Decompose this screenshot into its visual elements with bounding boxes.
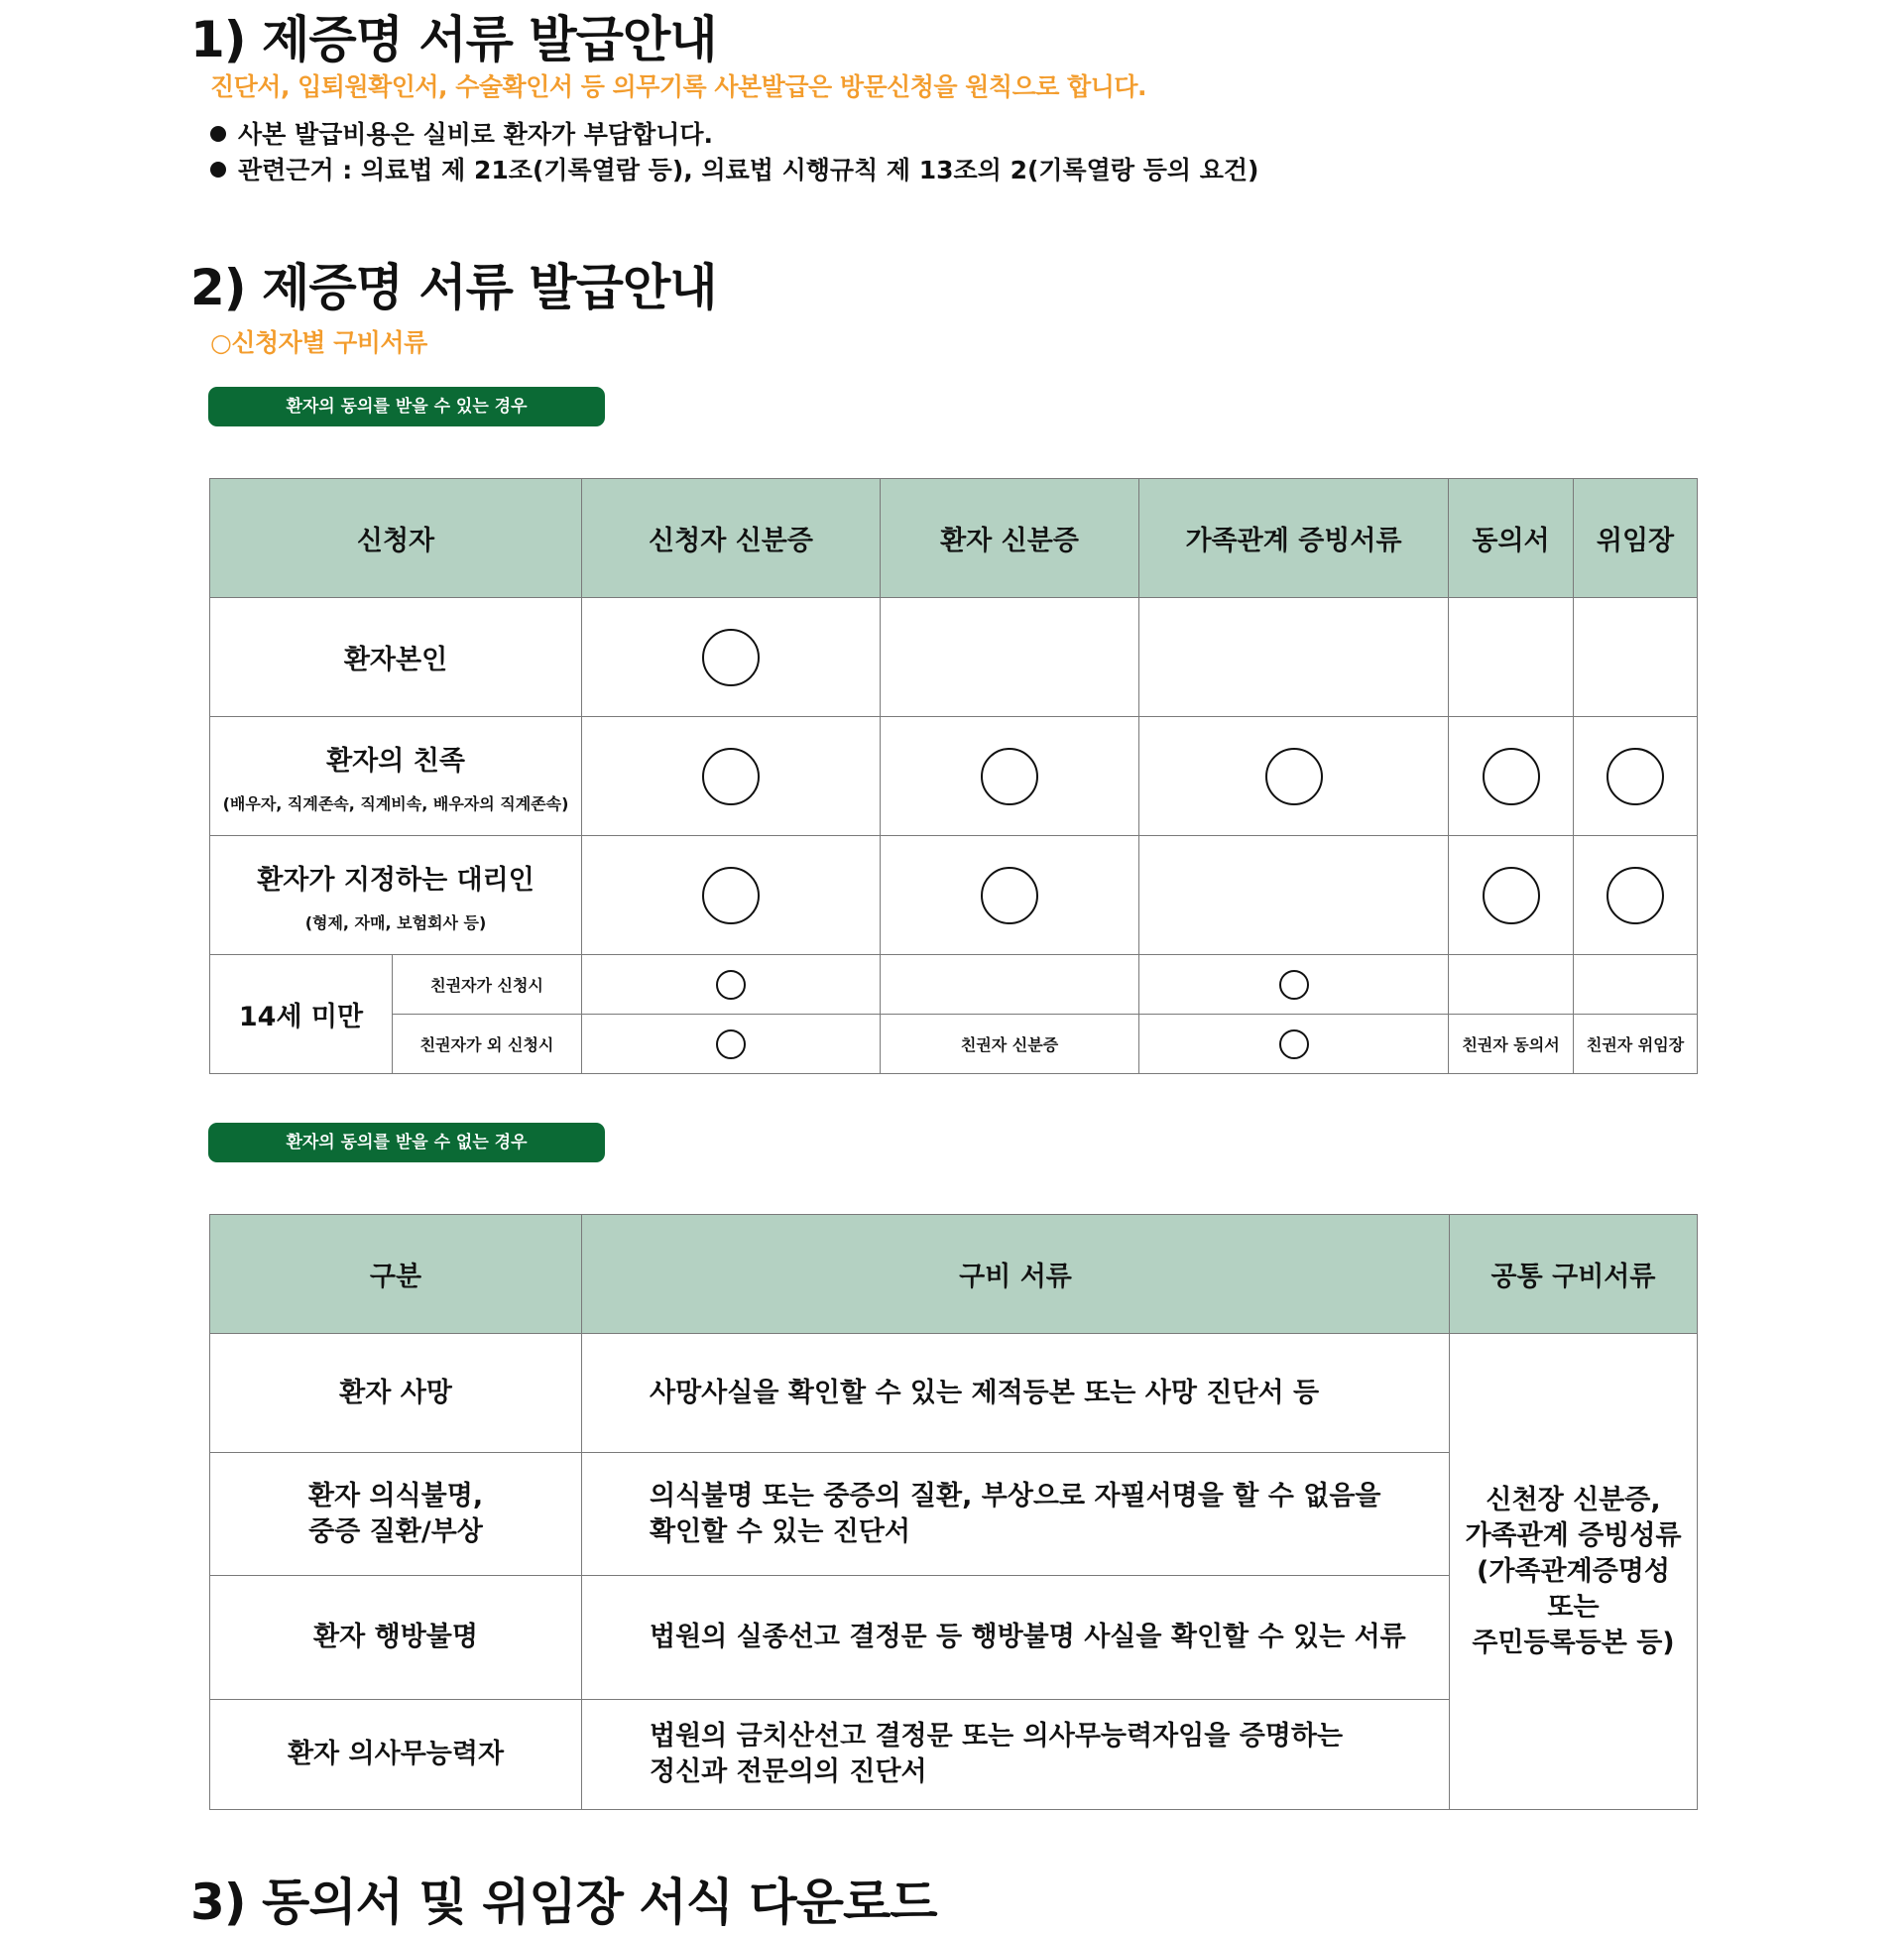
- cell-empty: [1574, 598, 1698, 717]
- cell-empty: [1449, 955, 1574, 1015]
- circle-check-icon: [1606, 748, 1664, 805]
- header-family-docs: 가족관계 증빙서류: [1139, 479, 1449, 598]
- circle-check-icon: [716, 970, 746, 1000]
- cell-empty: [1574, 955, 1698, 1015]
- table-row: [210, 717, 1698, 836]
- no-consent-badge: 환자의 동의를 받을 수 없는 경우: [208, 1123, 605, 1162]
- table-row: [210, 836, 1698, 955]
- section1-notice: 진단서, 입퇴원확인서, 수술확인서 등 의무기록 사본발급은 방문신청을 원칙으로 합니다.: [210, 72, 1147, 101]
- row-category: 환자 행방불명: [210, 1576, 582, 1700]
- bullet-dot-icon: [210, 126, 226, 142]
- cell-check: [582, 1015, 881, 1074]
- cell-check: [1574, 836, 1698, 955]
- row-category: 환자 의식불명, 중증 질환/부상: [210, 1453, 582, 1576]
- table-header-row: [210, 479, 1698, 598]
- table-row: [210, 955, 1698, 1015]
- row-label-relative: 환자의 친족 (배우자, 직계존속, 직계비속, 배우자의 직계존속): [210, 717, 582, 836]
- row-docs: 법원의 실종선고 결정문 등 행방불명 사실을 확인할 수 있는 서류: [582, 1576, 1450, 1700]
- header-common-docs: 공통 구비서류: [1450, 1215, 1698, 1334]
- circle-check-icon: [702, 867, 760, 924]
- cell-check: [582, 598, 881, 717]
- header-category: 구분: [210, 1215, 582, 1334]
- header-consent-form: 동의서: [1449, 479, 1574, 598]
- header-applicant-id: 신청자 신분증: [582, 479, 881, 598]
- cell-check: [582, 717, 881, 836]
- header-required-docs: 구비 서류: [582, 1215, 1450, 1334]
- section3-title: 3) 동의서 및 위임장 서식 다운로드: [190, 1874, 937, 1931]
- row-label-minor: 14세 미만: [210, 955, 393, 1074]
- circle-check-icon: [1279, 1029, 1309, 1059]
- row-docs: 사망사실을 확인할 수 있는 제적등본 또는 사망 진단서 등: [582, 1334, 1450, 1453]
- section1-bullets: [210, 117, 1258, 188]
- cell-check: [1139, 717, 1449, 836]
- section2-subtitle: ○신청자별 구비서류: [210, 328, 427, 357]
- bullet-item: 사본 발급비용은 실비로 환자가 부담합니다.: [210, 117, 1258, 153]
- cell-empty: [881, 955, 1139, 1015]
- row-docs: 법원의 금치산선고 결정문 또는 의사무능력자임을 증명하는 정신과 전문의의 진단서: [582, 1700, 1450, 1810]
- row-sublabel: (배우자, 직계존속, 직계비속, 배우자의 직계존속): [222, 793, 569, 813]
- cell-empty: [881, 598, 1139, 717]
- row-docs: 의식불명 또는 중증의 질환, 부상으로 자필서명을 할 수 없음을 확인할 수 있는 진단서: [582, 1453, 1450, 1576]
- common-docs-cell: 신천장 신분증, 가족관계 증빙성류 (가족관계증명성 또는 주민등록등본 등): [1450, 1334, 1698, 1810]
- circle-check-icon: [1279, 970, 1309, 1000]
- cell-check: [1449, 836, 1574, 955]
- row-category: 환자 사망: [210, 1334, 582, 1453]
- cell-check: [1574, 717, 1698, 836]
- circle-check-icon: [716, 1029, 746, 1059]
- bullet-item: 관련근거 : 의료법 제 21조(기록열람 등), 의료법 시행규칙 제 13조의 2(기록열랑 등의 요건): [210, 153, 1258, 188]
- header-proxy-form: 위임장: [1574, 479, 1698, 598]
- header-applicant: 신청자: [210, 479, 582, 598]
- circle-check-icon: [702, 629, 760, 686]
- header-patient-id: 환자 신분증: [881, 479, 1139, 598]
- table-row: [210, 598, 1698, 717]
- table-header-row: [210, 1215, 1698, 1334]
- section2-title: 2) 제증명 서류 발급안내: [190, 259, 717, 316]
- cell-guardian-consent: 친권자 동의서: [1449, 1015, 1574, 1074]
- cell-check: [1139, 955, 1449, 1015]
- circle-check-icon: [1606, 867, 1664, 924]
- table-row: [210, 1334, 1698, 1453]
- row-label-self: 환자본인: [210, 598, 582, 717]
- cell-check: [582, 955, 881, 1015]
- table-row: [210, 1015, 1698, 1074]
- section1-title: 1) 제증명 서류 발급안내: [190, 11, 717, 68]
- cell-empty: [1449, 598, 1574, 717]
- cell-empty: [1139, 836, 1449, 955]
- row-label-agent: 환자가 지정하는 대리인 (형제, 자매, 보험회사 등): [210, 836, 582, 955]
- circle-check-icon: [981, 867, 1038, 924]
- row-label-guardian: 친권자가 신청시: [393, 955, 582, 1015]
- circle-check-icon: [981, 748, 1038, 805]
- circle-check-icon: [1483, 748, 1540, 805]
- consent-badge: 환자의 동의를 받을 수 있는 경우: [208, 387, 605, 426]
- row-category: 환자 의사무능력자: [210, 1700, 582, 1810]
- cell-check: [582, 836, 881, 955]
- bullet-dot-icon: [210, 162, 226, 178]
- cell-empty: [1139, 598, 1449, 717]
- cell-guardian-id: 친권자 신분증: [881, 1015, 1139, 1074]
- row-sublabel: (형제, 자매, 보험회사 등): [304, 912, 487, 932]
- circle-check-icon: [1265, 748, 1323, 805]
- row-label-other: 친권자가 외 신청시: [393, 1015, 582, 1074]
- cell-check: [1449, 717, 1574, 836]
- cell-check: [881, 717, 1139, 836]
- consent-table: [209, 478, 1698, 1074]
- cell-check: [1139, 1015, 1449, 1074]
- no-consent-table: [209, 1214, 1698, 1810]
- cell-guardian-proxy: 친권자 위임장: [1574, 1015, 1698, 1074]
- cell-check: [881, 836, 1139, 955]
- circle-check-icon: [702, 748, 760, 805]
- circle-check-icon: [1483, 867, 1540, 924]
